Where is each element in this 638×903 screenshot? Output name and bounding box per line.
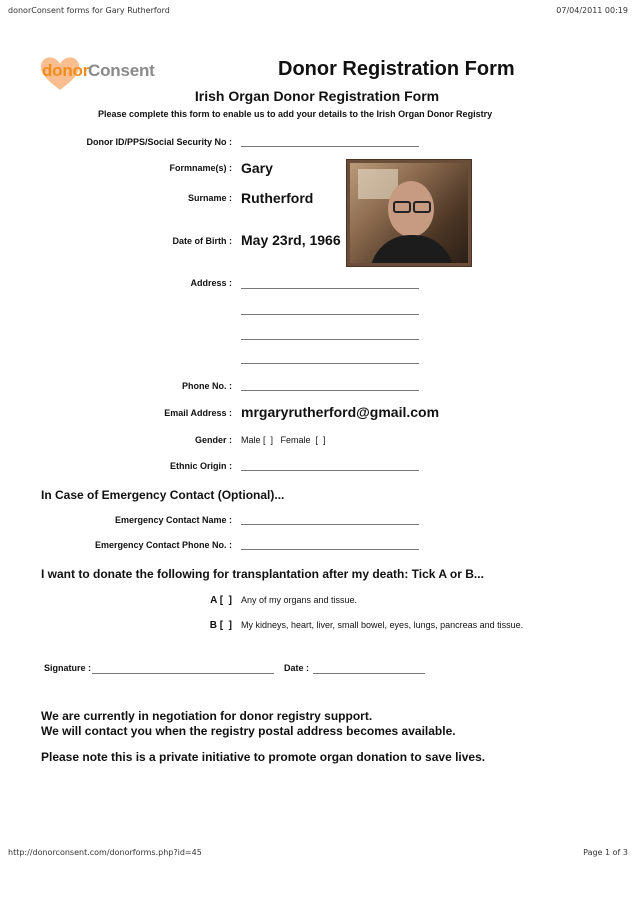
donorconsent-logo xyxy=(38,54,168,92)
surname-value: Rutherford xyxy=(241,190,314,206)
email-label: Email Address : xyxy=(164,408,232,418)
gender-label: Gender : xyxy=(194,435,232,445)
note-private-initiative: Please note this is a private initiative to promote organ donation to save lives. xyxy=(41,750,486,764)
logo-text-consent: Consent xyxy=(88,61,155,80)
donation-heading: I want to donate the following for transplantation after my death: Tick A or B... xyxy=(41,567,484,581)
note-negotiation: We are currently in negotiation for donor registry support. xyxy=(41,709,373,723)
donor-id-field[interactable] xyxy=(241,146,419,147)
print-header-datetime: 07/04/2011 00:19 xyxy=(556,6,628,15)
phone-label: Phone No. : xyxy=(182,381,232,391)
shirt-shape xyxy=(370,235,454,263)
donor-photo xyxy=(346,159,472,267)
option-a-text: Any of my organs and tissue. xyxy=(241,595,358,605)
emergency-name-label: Emergency Contact Name : xyxy=(114,515,232,525)
date-label: Date : xyxy=(284,663,310,673)
address-line-4[interactable] xyxy=(241,363,419,364)
emergency-phone-label: Emergency Contact Phone No. : xyxy=(94,540,232,550)
note-contact: We will contact you when the registry postal address becomes available. xyxy=(41,724,456,738)
dob-value: May 23rd, 1966 xyxy=(241,232,341,248)
address-line-2[interactable] xyxy=(241,314,419,315)
formnames-label: Formname(s) : xyxy=(169,163,232,173)
option-a-checkbox[interactable]: A [ ] xyxy=(210,595,232,606)
surname-label: Surname : xyxy=(187,193,232,203)
emergency-heading: In Case of Emergency Contact (Optional)... xyxy=(41,488,285,502)
option-b-checkbox[interactable]: B [ ] xyxy=(209,620,232,631)
glasses-right xyxy=(413,201,431,213)
signature-field[interactable] xyxy=(92,673,274,674)
signature-label: Signature : xyxy=(44,663,92,673)
gender-options[interactable]: Male [ ] Female [ ] xyxy=(241,435,326,445)
formnames-value: Gary xyxy=(241,160,273,176)
ethnic-origin-label: Ethnic Origin : xyxy=(170,461,232,471)
form-subtitle: Irish Organ Donor Registration Form xyxy=(194,88,440,104)
option-b-text: My kidneys, heart, liver, small bowel, eyes, lungs, pancreas and tissue. xyxy=(241,620,524,630)
emergency-name-field[interactable] xyxy=(241,524,419,525)
photo-frame xyxy=(350,163,468,263)
emergency-phone-field[interactable] xyxy=(241,549,419,550)
logo-text-donor: donor xyxy=(42,61,90,80)
address-line-1[interactable] xyxy=(241,288,419,289)
address-line-3[interactable] xyxy=(241,339,419,340)
ethnic-origin-field[interactable] xyxy=(241,470,419,471)
print-footer-url: http://donorconsent.com/donorforms.php?id=45 xyxy=(8,848,202,857)
form-instructions: Please complete this form to enable us to add your details to the Irish Organ Donor Registry xyxy=(98,109,493,119)
dob-label: Date of Birth : xyxy=(172,236,232,246)
glasses-left xyxy=(393,201,411,213)
page-title: Donor Registration Form xyxy=(278,58,515,80)
phone-field[interactable] xyxy=(241,390,419,391)
donor-id-label: Donor ID/PPS/Social Security No : xyxy=(86,137,232,147)
email-value: mrgaryrutherford@gmail.com xyxy=(241,404,440,420)
address-label: Address : xyxy=(190,278,232,288)
date-field[interactable] xyxy=(313,673,425,674)
print-footer-page: Page 1 of 3 xyxy=(583,848,628,857)
print-header-title: donorConsent forms for Gary Rutherford xyxy=(8,6,170,15)
